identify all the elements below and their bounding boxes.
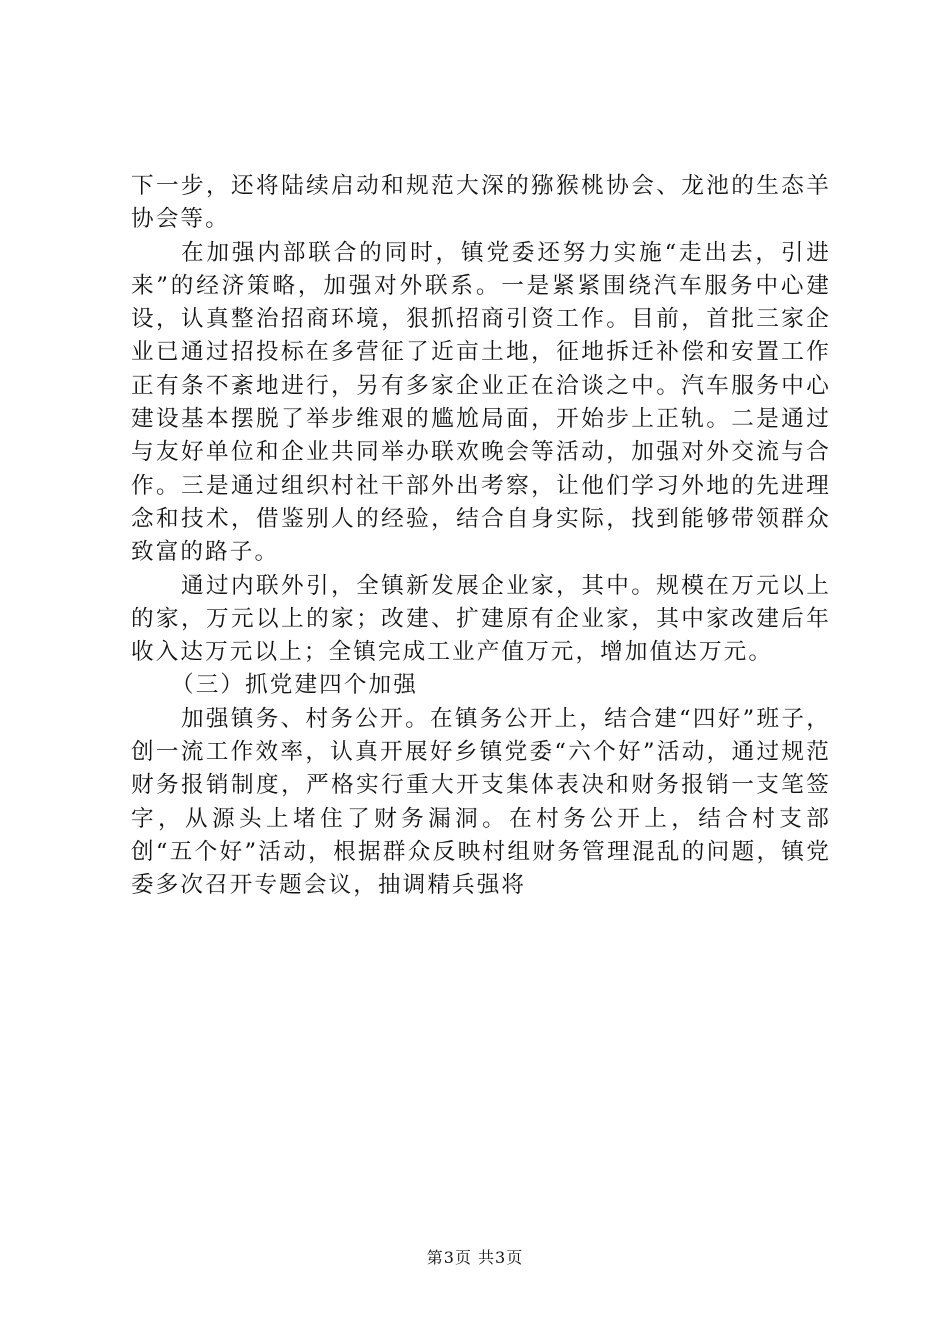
paragraph-continuation: 下一步，还将陆续启动和规范大深的猕猴桃协会、龙池的生态羊协会等。 (131, 173, 831, 233)
paragraph-external-links: 在加强内部联合的同时，镇党委还努力实施“走出去，引进来”的经济策略，加强对外联系。一是紧紧围绕汽车服务中心建设，认真整治招商环境，狠抓招商引资工作。目前，首批三家企业已通过招投标在多营征了近亩土地，征地拆迁补偿和安置工作正有条不紊地进行，另有多家企业正在洽谈之中。汽车服务中心建设基本摆脱了举步维艰的尴尬局面，开始步上正轨。二是通过与友好单位和企业共同举办联欢晚会等活动，加强对外交流与合作。三是通过组织村社干部外出考察，让他们学习外地的先进理念和技术，借鉴别人的经验，结合自身实际，找到能够带领群众致富的路子。 (131, 239, 831, 566)
paragraph-transparency: 加强镇务、村务公开。在镇务公开上，结合建“四好”班子，创一流工作效率，认真开展好乡镇党委“六个好”活动，通过规范财务报销制度，严格实行重大开支集体表决和财务报销一支笔签字，从源头上堵住了财务漏洞。在村务公开上，结合村支部创“五个好”活动，根据群众反映村组财务管理混乱的问题，镇党委多次召开专题会议，抽调精兵强将 (131, 705, 831, 899)
section-heading: （三）抓党建四个加强 (171, 672, 418, 699)
page-number-footer: 第3页 共3页 (426, 1248, 524, 1267)
document-body (131, 170, 831, 903)
paragraph-results: 通过内联外引，全镇新发展企业家，其中。规模在万元以上的家，万元以上的家；改建、扩建原有企业家，其中家改建后年收入达万元以上；全镇完成工业产值万元，增加值达万元。 (131, 572, 831, 666)
